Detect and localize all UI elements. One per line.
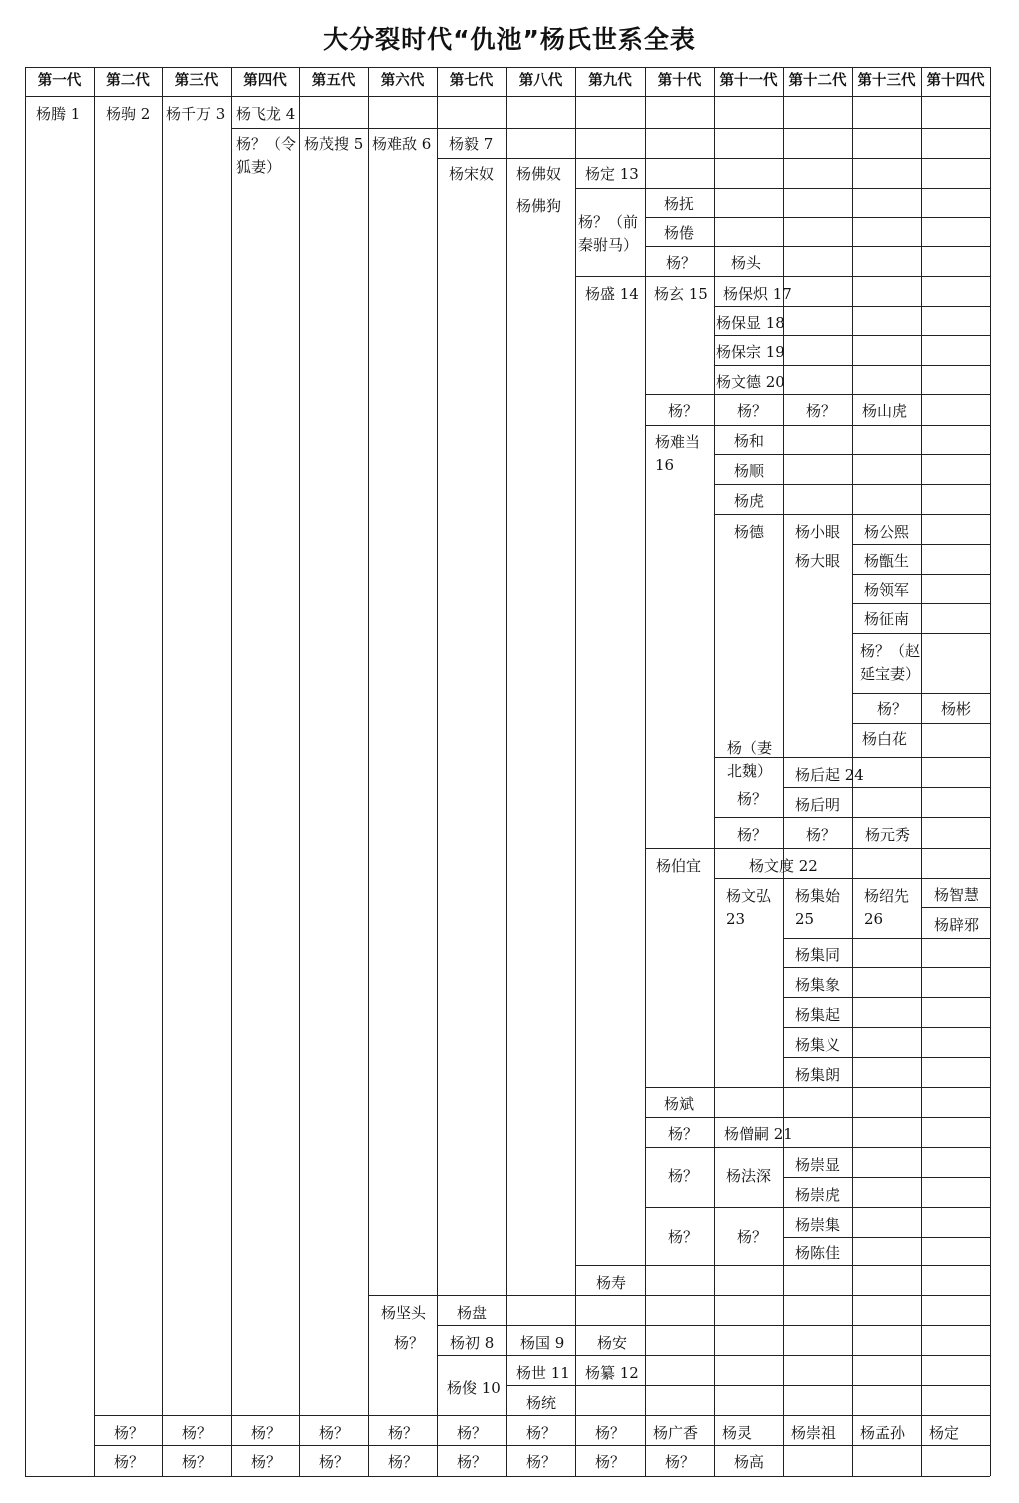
column-header: 第六代 (380, 73, 425, 89)
person-name: 杨文弘 23 (726, 887, 772, 928)
table-rule (783, 1177, 990, 1178)
table-rule (645, 246, 990, 247)
column-header: 第十代 (657, 73, 702, 89)
person-name: 杨广香 (653, 1424, 699, 1442)
table-rule (437, 67, 438, 1476)
person-name: 杨难当 16 (655, 433, 701, 474)
person-name: 杨安 (597, 1334, 628, 1352)
table-rule (506, 67, 507, 1476)
person-name: 杨崇集 (795, 1216, 841, 1234)
table-rule (437, 158, 990, 159)
table-rule (645, 1117, 990, 1118)
person-name: 杨后起 24 (795, 766, 864, 784)
person-name: 杨世 11 (516, 1364, 570, 1382)
person-name: 杨绍先 26 (864, 887, 910, 928)
column-header: 第十三代 (857, 73, 916, 89)
person-name: 杨智慧 (934, 886, 980, 904)
person-name: 杨？ (806, 826, 837, 844)
column-header: 第九代 (588, 73, 632, 89)
person-name: 杨崇虎 (795, 1186, 841, 1204)
person-name: 杨崇显 (795, 1156, 841, 1174)
person-name: 杨虎 (734, 492, 765, 510)
person-name: 杨千万 3 (166, 105, 226, 123)
person-name: 杨？ (668, 402, 699, 420)
person-name: 杨寿 (596, 1274, 627, 1292)
person-name: 杨保显 18 (716, 314, 785, 332)
table-rule (852, 633, 990, 634)
person-name: 杨？ (388, 1424, 419, 1442)
table-rule (575, 1265, 990, 1266)
person-name: 杨？ (737, 402, 768, 420)
table-rule (231, 128, 990, 129)
person-name: 杨？ (114, 1424, 145, 1442)
person-name: 杨集象 (795, 976, 841, 994)
person-name: 杨国 9 (520, 1334, 565, 1352)
table-rule (783, 1027, 990, 1028)
column-header: 第三代 (174, 73, 219, 89)
person-name: 杨法深 (726, 1167, 772, 1185)
table-rule (714, 306, 990, 307)
table-rule (852, 574, 990, 575)
person-name: 杨德 (734, 523, 765, 541)
table-rule (783, 787, 990, 788)
person-name: 杨征南 (864, 610, 910, 628)
person-name: 杨？ (737, 826, 768, 844)
person-name: 杨头 (731, 254, 762, 272)
person-name: 杨斌 (664, 1095, 695, 1113)
person-name: 杨灵 (722, 1424, 753, 1442)
person-name: 杨？（令狐妻） (236, 135, 297, 176)
table-rule (94, 1415, 990, 1416)
person-name: 杨高 (734, 1453, 765, 1471)
person-name: 杨集朗 (795, 1066, 841, 1084)
table-rule (783, 1237, 990, 1238)
person-name: 杨盘 (457, 1304, 488, 1322)
person-name: 杨？ (114, 1453, 145, 1471)
column-header: 第十四代 (926, 73, 985, 89)
person-name: 杨佛狗 (516, 197, 562, 215)
table-rule (714, 335, 990, 336)
table-rule (645, 425, 990, 426)
person-name: 杨？ (737, 790, 768, 808)
column-header: 第七代 (449, 73, 494, 89)
person-name: 杨？（前秦驸马） (578, 213, 639, 254)
table-rule (437, 1325, 990, 1326)
person-name: 杨辟邪 (934, 916, 980, 934)
person-name: 杨？ (319, 1424, 350, 1442)
table-rule (25, 1476, 990, 1477)
person-name: 杨山虎 (862, 402, 908, 420)
person-name: 杨保宗 19 (716, 343, 785, 361)
table-rule (714, 365, 990, 366)
page-title: 大分裂时代“仇池”杨氏世系全表 (323, 25, 696, 54)
person-name: 杨领军 (864, 581, 910, 599)
person-name: 杨？ (457, 1453, 488, 1471)
table-rule (94, 67, 95, 1476)
table-rule (645, 1087, 990, 1088)
person-name: 杨玄 15 (654, 285, 708, 303)
person-name: 杨？ (526, 1424, 557, 1442)
person-name: 杨崇祖 (791, 1424, 837, 1442)
table-rule (575, 188, 990, 189)
person-name: 杨？ (394, 1334, 425, 1352)
person-name: 杨文度 22 (749, 857, 818, 875)
person-name: 杨甑生 (864, 552, 910, 570)
person-name: 杨和 (734, 432, 765, 450)
table-rule (94, 1445, 990, 1446)
table-rule (645, 848, 990, 849)
person-name: 杨彬 (941, 700, 972, 718)
table-rule (852, 723, 990, 724)
table-rule (25, 67, 26, 1476)
person-name: 杨？ (665, 1453, 696, 1471)
column-header: 第八代 (518, 73, 563, 89)
person-name: 杨茂搜 5 (304, 135, 364, 153)
person-name: 杨坚头 (381, 1304, 427, 1322)
person-name: 杨？（赵延宝妻） (860, 642, 921, 683)
person-name: 杨倦 (664, 224, 695, 242)
table-rule (783, 967, 990, 968)
table-rule (162, 67, 163, 1476)
person-name: 杨陈佳 (795, 1244, 841, 1262)
person-name: 杨定 (929, 1424, 960, 1442)
person-name: 杨宋奴 (449, 165, 495, 183)
person-name: 杨集起 (795, 1006, 841, 1024)
column-header: 第二代 (106, 73, 150, 89)
table-rule (506, 1385, 990, 1386)
person-name: 杨顺 (734, 462, 765, 480)
person-name: 杨难敌 6 (372, 135, 432, 153)
person-name: 杨？ (388, 1453, 419, 1471)
table-rule (645, 1147, 990, 1148)
column-header: 第四代 (243, 73, 287, 89)
table-rule (852, 693, 990, 694)
table-rule (852, 544, 990, 545)
person-name: 杨公熙 (864, 523, 910, 541)
table-rule (921, 907, 990, 908)
column-header: 第十一代 (719, 73, 778, 89)
column-header: 第一代 (37, 73, 82, 89)
table-rule (645, 394, 990, 395)
person-name: 杨抚 (664, 195, 695, 213)
table-rule (25, 67, 990, 68)
person-name: 杨？ (251, 1453, 282, 1471)
person-name: 杨？ (668, 1167, 699, 1185)
person-name: 杨（妻北魏） (727, 739, 773, 780)
table-rule (783, 938, 990, 939)
person-name: 杨集始 25 (795, 887, 841, 928)
person-name: 杨飞龙 4 (236, 105, 296, 123)
column-header: 第五代 (311, 73, 356, 89)
person-name: 杨佛奴 (516, 165, 562, 183)
person-name: 杨？ (595, 1453, 626, 1471)
person-name: 杨？ (737, 1228, 768, 1246)
person-name: 杨？ (806, 402, 837, 420)
table-rule (299, 67, 300, 1476)
person-name: 杨元秀 (865, 826, 911, 844)
person-name: 杨僧嗣 21 (724, 1125, 793, 1143)
person-name: 杨？ (877, 700, 908, 718)
person-name: 杨腾 1 (36, 105, 81, 123)
person-name: 杨？ (457, 1424, 488, 1442)
table-rule (368, 1295, 990, 1296)
table-rule (231, 67, 232, 1476)
person-name: 杨文德 20 (716, 373, 785, 391)
person-name: 杨？ (182, 1453, 213, 1471)
table-rule (714, 817, 990, 818)
person-name: 杨？ (595, 1424, 626, 1442)
person-name: 杨？ (251, 1424, 282, 1442)
person-name: 杨盛 14 (585, 285, 639, 303)
person-name: 杨？ (526, 1453, 557, 1471)
person-name: 杨集同 (795, 946, 841, 964)
person-name: 杨集义 (795, 1036, 841, 1054)
person-name: 杨小眼 (795, 523, 841, 541)
person-name: 杨驹 2 (106, 105, 151, 123)
column-header: 第十二代 (788, 73, 847, 89)
table-rule (783, 1057, 990, 1058)
table-rule (714, 878, 990, 879)
person-name: 杨大眼 (795, 552, 841, 570)
person-name: 杨初 8 (450, 1334, 495, 1352)
person-name: 杨毅 7 (449, 135, 494, 153)
table-rule (645, 1207, 990, 1208)
person-name: 杨？ (666, 254, 697, 272)
table-rule (852, 603, 990, 604)
person-name: 杨统 (526, 1394, 557, 1412)
person-name: 杨伯宜 (656, 857, 702, 875)
table-rule (645, 217, 990, 218)
person-name: 杨？ (182, 1424, 213, 1442)
person-name: 杨？ (668, 1228, 699, 1246)
table-rule (437, 1355, 990, 1356)
person-name: 杨？ (668, 1125, 699, 1143)
person-name: 杨后明 (795, 796, 841, 814)
person-name: 杨定 13 (585, 165, 639, 183)
table-rule (368, 67, 369, 1476)
person-name: 杨孟孙 (860, 1424, 906, 1442)
table-rule (783, 997, 990, 998)
person-name: 杨？ (319, 1453, 350, 1471)
table-rule (575, 276, 990, 277)
person-name: 杨保炽 17 (723, 285, 792, 303)
table-rule (990, 67, 991, 1476)
person-name: 杨纂 12 (585, 1364, 639, 1382)
table-rule (714, 514, 990, 515)
table-rule (714, 484, 990, 485)
person-name: 杨白花 (862, 730, 908, 748)
table-rule (714, 454, 990, 455)
person-name: 杨俊 10 (447, 1379, 501, 1397)
table-rule (25, 96, 990, 97)
